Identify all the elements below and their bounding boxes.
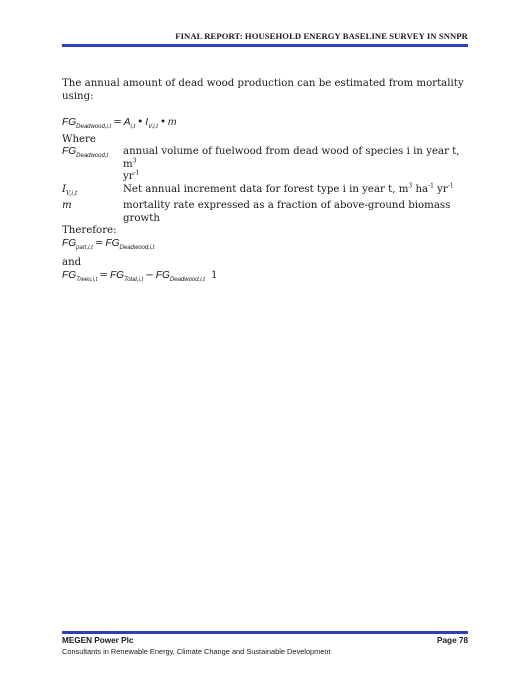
equation-trees: $FG_{Trees,i,t} = FG_{Total,i,t} - FG_{Deadwood,i,t}$ 1 [62,269,218,283]
therefore-label: Therefore: [62,225,117,237]
equation-deadwood: $FG_{Deadwood,i,t} = A_{i,t}$ • $I_{V,i,t}$ • m [62,117,177,131]
footer-rule [62,631,468,634]
definition-increment: $I_{V,i,t}$ Net annual increment data for forest type i in year t, $m^3$ $ha^{-1}$ $yr^{-1}$ [62,182,454,197]
and-label: and [62,257,82,269]
page-footer [62,636,468,656]
definition-mortality: m mortality rate expressed as a fraction of above-ground biomass growth [62,200,451,224]
page-header: FINAL REPORT: HOUSEHOLD ENERGY BASELINE SURVEY IN SNNPR [175,31,468,41]
definition-fg-deadwood: $FG_{Deadwood,t}$ annual volume of fuelwood from dead wood of species i in year t, $m^3$ $yr^{-1}$ [62,146,460,183]
page-number: Page 78 [437,636,468,645]
intro-paragraph: The annual amount of dead wood production can be estimated from mortality using: [62,78,464,102]
equation-part: $FG_{part,i,t} = FG_{Deadwood,i,t}$ [62,237,155,251]
page-content [62,78,468,286]
footer-company: MEGEN Power Plc [62,636,134,645]
footer-tagline: Consultants in Renewable Energy, Climate Change and Sustainable Development [62,647,331,656]
header-rule [62,44,468,47]
where-label: Where [62,133,96,145]
